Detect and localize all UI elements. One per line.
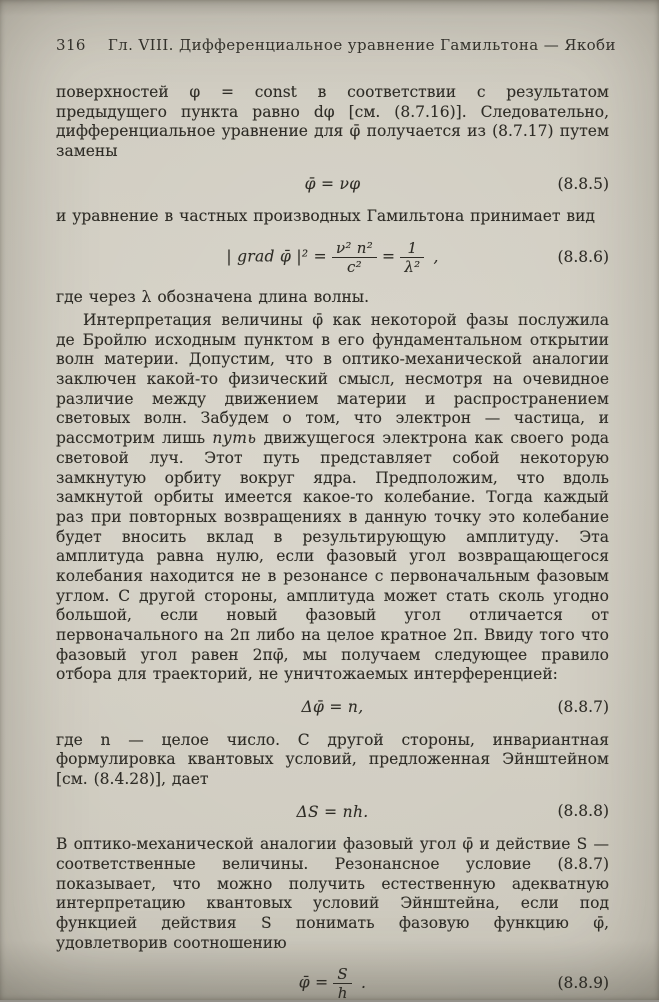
equation-number: (8.8.5) [557, 174, 609, 193]
equation-number: (8.8.8) [557, 802, 609, 821]
fraction-denominator: c² [346, 258, 362, 277]
equation-number: (8.8.9) [557, 974, 609, 993]
equals-sign: = [382, 247, 396, 266]
page-number: 316 [56, 36, 86, 54]
paragraph-4 [56, 311, 609, 685]
equation-lhs: | grad φ̄ |² = [226, 247, 327, 266]
fraction-numerator: ν² n² [332, 240, 377, 258]
fraction-denominator: λ² [404, 258, 421, 277]
running-head [56, 36, 616, 55]
equation-8-8-7 [56, 698, 609, 718]
equation-8-8-9 [56, 966, 609, 1001]
paragraph-3: где через λ обозначена длина волны. [56, 288, 370, 307]
equation-8-8-6 [56, 240, 609, 275]
equation-number: (8.8.7) [557, 697, 609, 716]
equation-body [226, 240, 438, 275]
fraction-numerator: 1 [400, 240, 424, 258]
equation-tail: , [433, 247, 439, 266]
fraction-numerator: S [333, 966, 352, 984]
equation-body: ΔS = nh. [296, 802, 369, 821]
body-text [56, 83, 609, 1002]
equation-tail: . [361, 973, 367, 992]
chapter-title: Гл. VIII. Дифференциальное уравнение Гамильтона — Якоби [107, 36, 616, 54]
fraction-denominator: h [337, 984, 348, 1002]
paragraph-6: В оптико-механической аналогии фазовый угол φ̄ и действие S — соответственные величины. Резонансное условие (8.8.7) показывает, что можно получить естественную адекватную интерпретацию квантовых условий Эйнштейна, если под функцией действия S понимать фазовую функцию φ̄, удовлетворив соотношению [56, 835, 609, 952]
equation-lhs: φ̄ = [298, 973, 329, 992]
paragraph-5: где n — целое число. С другой стороны, инвариантная формулировка квантовых условий, предложенная Эйнштейном [см. (8.4.28)], дает [56, 730, 609, 788]
equation-body [299, 966, 366, 1001]
fraction [400, 240, 424, 275]
paragraph-4-part-a: Интерпретация величины φ̄ как некоторой фазы послужила де Бройлю исходным пунктом в его фундаментальном открытии волн материи. Допустим, что в оптико-механической аналогии заключен какой-то физический смысл, несмотря на очевидное различие между движением материи и распространением световых волн. Забудем о том, что электрон — частица, и рассмотрим лишь [56, 311, 609, 448]
equation-number: (8.8.6) [557, 247, 609, 266]
equation-8-8-8 [56, 803, 609, 823]
fraction [333, 966, 352, 1001]
equation-8-8-5 [56, 175, 609, 195]
paragraph-1: поверхностей φ = const в соответствии с результатом предыдущего пункта равно dφ [см. (8.7.16)]. Следовательно, дифференциальное уравнение для φ̄ получается из (8.7.17) путем замены [56, 83, 609, 161]
fraction [332, 240, 377, 275]
paragraph-4-part-b: движущегося электрона как своего рода световой луч. Этот путь представляет собой некоторую замкнутую орбиту вокруг ядра. Предположим, что вдоль замкнутой орбиты имеется какое-то колебание. Тогда каждый раз при повторных возвращениях в данную точку это колебание будет вносить вклад в результирующую амплитуду. Эта амплитуда равна нулю, если фазовый угол возвращающегося колебания находится не в резонансе с первоначальным фазовым углом. С другой стороны, амплитуда может стать сколь угодно большой, если новый фазовый угол отличается от первоначального на 2π либо на целое кратное 2π. Ввиду того что фазовый угол равен 2πφ̄, мы получаем следующее правило отбора для траекторий, не уничтожаемых интерференцией: [56, 429, 609, 684]
equation-body: Δφ̄ = n, [301, 697, 364, 716]
paragraph-2: и уравнение в частных производных Гамильтона принимает вид [56, 207, 595, 226]
emphasized-word: путь [212, 429, 257, 448]
equation-body: φ̄ = νφ [304, 174, 361, 193]
